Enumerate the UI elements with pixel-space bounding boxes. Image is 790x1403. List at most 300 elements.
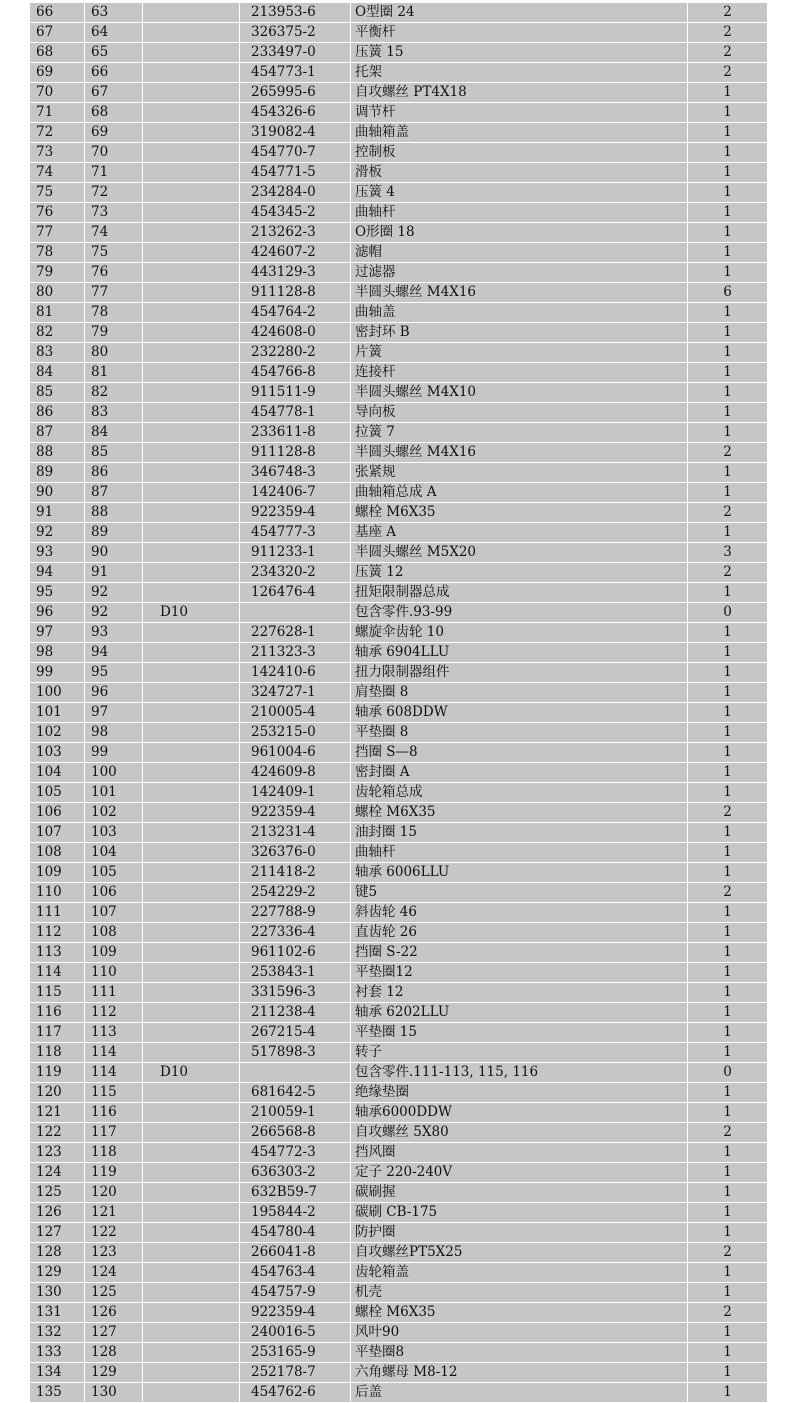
description-cell: 挡风圈 [351, 1143, 688, 1163]
row-index-cell: 119 [30, 1063, 85, 1083]
description-cell: 轴承 6202LLU [351, 1003, 688, 1023]
ref-number-cell: 120 [85, 1183, 143, 1203]
row-index-cell: 102 [30, 723, 85, 743]
part-number-cell: 211238-4 [240, 1003, 351, 1023]
table-row [30, 1183, 767, 1203]
part-number-cell: 324727-1 [240, 683, 351, 703]
table-row [30, 523, 767, 543]
note-cell [143, 523, 240, 543]
quantity-cell: 1 [688, 1163, 768, 1183]
note-cell [143, 23, 240, 43]
row-index-cell: 122 [30, 1123, 85, 1143]
quantity-cell: 1 [688, 963, 768, 983]
part-number-cell: 424608-0 [240, 323, 351, 343]
table-row [30, 303, 767, 323]
row-index-cell: 78 [30, 243, 85, 263]
part-number-cell: 233611-8 [240, 423, 351, 443]
part-number-cell: 911128-8 [240, 283, 351, 303]
row-index-cell: 100 [30, 683, 85, 703]
table-row [30, 863, 767, 883]
quantity-cell: 1 [688, 923, 768, 943]
quantity-cell: 2 [688, 803, 768, 823]
quantity-cell: 1 [688, 723, 768, 743]
description-cell: 密封环 B [351, 323, 688, 343]
description-cell: 导向板 [351, 403, 688, 423]
table-row [30, 1063, 767, 1083]
part-number-cell: 632B59-7 [240, 1183, 351, 1203]
ref-number-cell: 100 [85, 763, 143, 783]
ref-number-cell: 125 [85, 1283, 143, 1303]
row-index-cell: 130 [30, 1283, 85, 1303]
ref-number-cell: 114 [85, 1063, 143, 1083]
table-row [30, 743, 767, 763]
part-number-cell: 213953-6 [240, 3, 351, 23]
ref-number-cell: 124 [85, 1263, 143, 1283]
part-number-cell: 681642-5 [240, 1083, 351, 1103]
part-number-cell: 254229-2 [240, 883, 351, 903]
note-cell [143, 323, 240, 343]
description-cell: 轴承 608DDW [351, 703, 688, 723]
note-cell [143, 1343, 240, 1363]
description-cell: 转子 [351, 1043, 688, 1063]
description-cell: 半圆头螺丝 M4X16 [351, 283, 688, 303]
part-number-cell: 454771-5 [240, 163, 351, 183]
note-cell [143, 563, 240, 583]
quantity-cell: 3 [688, 543, 768, 563]
quantity-cell: 1 [688, 1383, 768, 1403]
ref-number-cell: 117 [85, 1123, 143, 1143]
quantity-cell: 1 [688, 103, 768, 123]
ref-number-cell: 110 [85, 963, 143, 983]
table-row [30, 163, 767, 183]
table-row [30, 1363, 767, 1383]
ref-number-cell: 116 [85, 1103, 143, 1123]
table-row [30, 823, 767, 843]
table-row [30, 1043, 767, 1063]
ref-number-cell: 130 [85, 1383, 143, 1403]
row-index-cell: 93 [30, 543, 85, 563]
part-number-cell: 195844-2 [240, 1203, 351, 1223]
quantity-cell: 1 [688, 183, 768, 203]
part-number-cell: 240016-5 [240, 1323, 351, 1343]
part-number-cell [240, 1063, 351, 1083]
part-number-cell: 346748-3 [240, 463, 351, 483]
table-row [30, 1143, 767, 1163]
description-cell: 平垫圈8 [351, 1343, 688, 1363]
ref-number-cell: 96 [85, 683, 143, 703]
quantity-cell: 1 [688, 583, 768, 603]
quantity-cell: 1 [688, 83, 768, 103]
ref-number-cell: 77 [85, 283, 143, 303]
ref-number-cell: 92 [85, 583, 143, 603]
table-row [30, 143, 767, 163]
table-row [30, 903, 767, 923]
row-index-cell: 76 [30, 203, 85, 223]
quantity-cell: 1 [688, 1103, 768, 1123]
description-cell: 自攻螺丝 5X80 [351, 1123, 688, 1143]
part-number-cell: 252178-7 [240, 1363, 351, 1383]
row-index-cell: 103 [30, 743, 85, 763]
table-row [30, 43, 767, 63]
description-cell: 轴承6000DDW [351, 1103, 688, 1123]
ref-number-cell: 112 [85, 1003, 143, 1023]
ref-number-cell: 72 [85, 183, 143, 203]
part-number-cell: 234320-2 [240, 563, 351, 583]
ref-number-cell: 105 [85, 863, 143, 883]
ref-number-cell: 79 [85, 323, 143, 343]
row-index-cell: 99 [30, 663, 85, 683]
part-number-cell: 443129-3 [240, 263, 351, 283]
note-cell [143, 763, 240, 783]
ref-number-cell: 111 [85, 983, 143, 1003]
table-row [30, 783, 767, 803]
quantity-cell: 1 [688, 823, 768, 843]
part-number-cell: 319082-4 [240, 123, 351, 143]
part-number-cell: 142406-7 [240, 483, 351, 503]
quantity-cell: 1 [688, 463, 768, 483]
note-cell [143, 943, 240, 963]
table-row [30, 703, 767, 723]
row-index-cell: 96 [30, 603, 85, 623]
note-cell [143, 63, 240, 83]
note-cell [143, 243, 240, 263]
note-cell [143, 1143, 240, 1163]
part-number-cell: 454777-3 [240, 523, 351, 543]
note-cell [143, 1103, 240, 1123]
quantity-cell: 6 [688, 283, 768, 303]
note-cell [143, 863, 240, 883]
part-number-cell: 227788-9 [240, 903, 351, 923]
ref-number-cell: 88 [85, 503, 143, 523]
note-cell [143, 823, 240, 843]
part-number-cell: 211323-3 [240, 643, 351, 663]
table-row [30, 723, 767, 743]
quantity-cell: 1 [688, 363, 768, 383]
description-cell: 轴承 6006LLU [351, 863, 688, 883]
ref-number-cell: 89 [85, 523, 143, 543]
part-number-cell: 266041-8 [240, 1243, 351, 1263]
part-number-cell: 227336-4 [240, 923, 351, 943]
part-number-cell: 424607-2 [240, 243, 351, 263]
quantity-cell: 1 [688, 243, 768, 263]
note-cell [143, 1123, 240, 1143]
part-number-cell: 227628-1 [240, 623, 351, 643]
row-index-cell: 104 [30, 763, 85, 783]
note-cell [143, 503, 240, 523]
description-cell: 碳刷握 [351, 1183, 688, 1203]
row-index-cell: 70 [30, 83, 85, 103]
description-cell: 半圆头螺丝 M4X10 [351, 383, 688, 403]
table-row [30, 403, 767, 423]
table-row [30, 583, 767, 603]
description-cell: 半圆头螺丝 M5X20 [351, 543, 688, 563]
note-cell [143, 183, 240, 203]
row-index-cell: 126 [30, 1203, 85, 1223]
quantity-cell: 1 [688, 1263, 768, 1283]
ref-number-cell: 83 [85, 403, 143, 423]
note-cell [143, 723, 240, 743]
table-row [30, 1023, 767, 1043]
ref-number-cell: 82 [85, 383, 143, 403]
part-number-cell: 232280-2 [240, 343, 351, 363]
part-number-cell: 233497-0 [240, 43, 351, 63]
description-cell: 曲轴杆 [351, 843, 688, 863]
description-cell: 后盖 [351, 1383, 688, 1403]
description-cell: 扭力限制器组件 [351, 663, 688, 683]
row-index-cell: 128 [30, 1243, 85, 1263]
quantity-cell: 1 [688, 1003, 768, 1023]
ref-number-cell: 73 [85, 203, 143, 223]
row-index-cell: 108 [30, 843, 85, 863]
description-cell: 半圆头螺丝 M4X16 [351, 443, 688, 463]
description-cell: 托架 [351, 63, 688, 83]
table-row [30, 623, 767, 643]
part-number-cell: 213231-4 [240, 823, 351, 843]
ref-number-cell: 97 [85, 703, 143, 723]
table-row [30, 223, 767, 243]
ref-number-cell: 65 [85, 43, 143, 63]
ref-number-cell: 95 [85, 663, 143, 683]
description-cell: 平衡杆 [351, 23, 688, 43]
row-index-cell: 115 [30, 983, 85, 1003]
note-cell [143, 1023, 240, 1043]
description-cell: 碳刷 CB-175 [351, 1203, 688, 1223]
note-cell [143, 443, 240, 463]
row-index-cell: 73 [30, 143, 85, 163]
description-cell: 压簧 15 [351, 43, 688, 63]
part-number-cell: 424609-8 [240, 763, 351, 783]
row-index-cell: 72 [30, 123, 85, 143]
quantity-cell: 1 [688, 943, 768, 963]
ref-number-cell: 106 [85, 883, 143, 903]
quantity-cell: 2 [688, 563, 768, 583]
part-number-cell: 454763-4 [240, 1263, 351, 1283]
note-cell [143, 283, 240, 303]
table-row [30, 843, 767, 863]
part-number-cell: 326376-0 [240, 843, 351, 863]
quantity-cell: 1 [688, 1023, 768, 1043]
description-cell: 绝缘垫圈 [351, 1083, 688, 1103]
quantity-cell: 1 [688, 1323, 768, 1343]
part-number-cell: 454770-7 [240, 143, 351, 163]
table-row [30, 1123, 767, 1143]
quantity-cell: 2 [688, 883, 768, 903]
parts-table-body [30, 3, 767, 1403]
quantity-cell: 1 [688, 523, 768, 543]
description-cell: 轴承 6904LLU [351, 643, 688, 663]
note-cell [143, 1163, 240, 1183]
quantity-cell: 1 [688, 123, 768, 143]
quantity-cell: 1 [688, 1363, 768, 1383]
row-index-cell: 91 [30, 503, 85, 523]
part-number-cell: 142409-1 [240, 783, 351, 803]
description-cell: O型圈 24 [351, 3, 688, 23]
row-index-cell: 88 [30, 443, 85, 463]
part-number-cell: 210005-4 [240, 703, 351, 723]
table-row [30, 1383, 767, 1403]
ref-number-cell: 127 [85, 1323, 143, 1343]
table-row [30, 243, 767, 263]
ref-number-cell: 93 [85, 623, 143, 643]
note-cell [143, 1203, 240, 1223]
note-cell [143, 923, 240, 943]
description-cell: 肩垫圈 8 [351, 683, 688, 703]
table-row [30, 563, 767, 583]
part-number-cell: 454764-2 [240, 303, 351, 323]
row-index-cell: 116 [30, 1003, 85, 1023]
note-cell: D10 [143, 603, 240, 623]
quantity-cell: 1 [688, 1203, 768, 1223]
ref-number-cell: 119 [85, 1163, 143, 1183]
description-cell: 衬套 12 [351, 983, 688, 1003]
note-cell [143, 203, 240, 223]
quantity-cell: 2 [688, 1243, 768, 1263]
table-row [30, 1003, 767, 1023]
part-number-cell: 922359-4 [240, 803, 351, 823]
part-number-cell: 253165-9 [240, 1343, 351, 1363]
note-cell [143, 803, 240, 823]
part-number-cell: 266568-8 [240, 1123, 351, 1143]
description-cell: 曲轴盖 [351, 303, 688, 323]
row-index-cell: 113 [30, 943, 85, 963]
table-row [30, 63, 767, 83]
note-cell [143, 343, 240, 363]
description-cell: 键5 [351, 883, 688, 903]
note-cell [143, 663, 240, 683]
description-cell: 滑板 [351, 163, 688, 183]
table-row [30, 763, 767, 783]
row-index-cell: 105 [30, 783, 85, 803]
row-index-cell: 83 [30, 343, 85, 363]
row-index-cell: 92 [30, 523, 85, 543]
ref-number-cell: 94 [85, 643, 143, 663]
table-row [30, 423, 767, 443]
row-index-cell: 95 [30, 583, 85, 603]
parts-table [30, 3, 767, 1403]
row-index-cell: 101 [30, 703, 85, 723]
quantity-cell: 1 [688, 783, 768, 803]
quantity-cell: 2 [688, 3, 768, 23]
row-index-cell: 112 [30, 923, 85, 943]
note-cell [143, 263, 240, 283]
ref-number-cell: 114 [85, 1043, 143, 1063]
table-row [30, 503, 767, 523]
row-index-cell: 125 [30, 1183, 85, 1203]
description-cell: 控制板 [351, 143, 688, 163]
table-row [30, 643, 767, 663]
row-index-cell: 134 [30, 1363, 85, 1383]
table-row [30, 683, 767, 703]
ref-number-cell: 92 [85, 603, 143, 623]
note-cell [143, 963, 240, 983]
ref-number-cell: 81 [85, 363, 143, 383]
row-index-cell: 98 [30, 643, 85, 663]
description-cell: 扭矩限制器总成 [351, 583, 688, 603]
part-number-cell: 961102-6 [240, 943, 351, 963]
ref-number-cell: 129 [85, 1363, 143, 1383]
quantity-cell: 1 [688, 1283, 768, 1303]
note-cell [143, 983, 240, 1003]
row-index-cell: 86 [30, 403, 85, 423]
description-cell: 挡圈 S—8 [351, 743, 688, 763]
description-cell: 过滤器 [351, 263, 688, 283]
description-cell: 平垫圈 8 [351, 723, 688, 743]
part-number-cell: 922359-4 [240, 503, 351, 523]
table-row [30, 3, 767, 23]
table-row [30, 663, 767, 683]
note-cell [143, 423, 240, 443]
ref-number-cell: 86 [85, 463, 143, 483]
row-index-cell: 135 [30, 1383, 85, 1403]
note-cell [143, 1383, 240, 1403]
part-number-cell: 210059-1 [240, 1103, 351, 1123]
row-index-cell: 133 [30, 1343, 85, 1363]
table-row [30, 1083, 767, 1103]
quantity-cell: 1 [688, 1183, 768, 1203]
description-cell: 螺旋伞齿轮 10 [351, 623, 688, 643]
ref-number-cell: 103 [85, 823, 143, 843]
description-cell: 自攻螺丝 PT4X18 [351, 83, 688, 103]
part-number-cell: 126476-4 [240, 583, 351, 603]
quantity-cell: 1 [688, 223, 768, 243]
quantity-cell: 1 [688, 263, 768, 283]
description-cell: 片簧 [351, 343, 688, 363]
row-index-cell: 110 [30, 883, 85, 903]
table-row [30, 1343, 767, 1363]
quantity-cell: 1 [688, 903, 768, 923]
note-cell [143, 1083, 240, 1103]
quantity-cell: 2 [688, 23, 768, 43]
note-cell [143, 583, 240, 603]
quantity-cell: 1 [688, 863, 768, 883]
description-cell: 包含零件.93-99 [351, 603, 688, 623]
ref-number-cell: 121 [85, 1203, 143, 1223]
note-cell [143, 163, 240, 183]
note-cell [143, 903, 240, 923]
quantity-cell: 1 [688, 1343, 768, 1363]
part-number-cell: 454757-9 [240, 1283, 351, 1303]
part-number-cell: 265995-6 [240, 83, 351, 103]
note-cell [143, 223, 240, 243]
ref-number-cell: 85 [85, 443, 143, 463]
quantity-cell: 1 [688, 683, 768, 703]
row-index-cell: 67 [30, 23, 85, 43]
description-cell: 密封圈 A [351, 763, 688, 783]
row-index-cell: 114 [30, 963, 85, 983]
description-cell: 滤帽 [351, 243, 688, 263]
row-index-cell: 124 [30, 1163, 85, 1183]
description-cell: 连接杆 [351, 363, 688, 383]
description-cell: 曲轴箱盖 [351, 123, 688, 143]
part-number-cell: 454780-4 [240, 1223, 351, 1243]
ref-number-cell: 101 [85, 783, 143, 803]
ref-number-cell: 80 [85, 343, 143, 363]
ref-number-cell: 109 [85, 943, 143, 963]
table-row [30, 383, 767, 403]
part-number-cell: 267215-4 [240, 1023, 351, 1043]
part-number-cell: 636303-2 [240, 1163, 351, 1183]
table-row [30, 1283, 767, 1303]
part-number-cell: 517898-3 [240, 1043, 351, 1063]
table-row [30, 343, 767, 363]
ref-number-cell: 113 [85, 1023, 143, 1043]
ref-number-cell: 71 [85, 163, 143, 183]
table-row [30, 363, 767, 383]
ref-number-cell: 84 [85, 423, 143, 443]
note-cell [143, 83, 240, 103]
quantity-cell: 1 [688, 1083, 768, 1103]
table-row [30, 483, 767, 503]
